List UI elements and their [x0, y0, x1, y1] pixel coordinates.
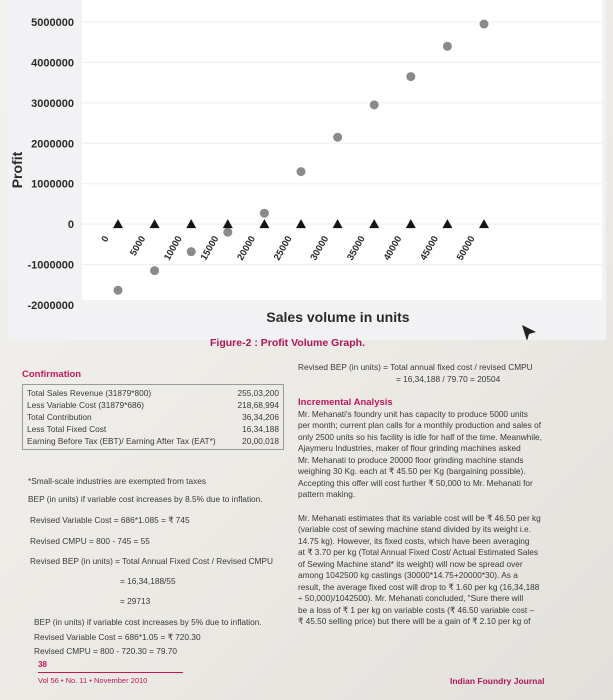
paragraph-1: Mr. Mehanati's foundry unit has capacity to produce 5000 units per month; current plan calls for a monthly production and sales of only 2500 units so his facility is idle for half of the time. Meanwhile, Ajaymeru Industries, maker of flour grinding machines asked Mr. Mehanati to produce 20000 floor grinding machine stands weighing 30 Kg. each at ₹ 45.50 per Kg (bargaining possible). Accepting this offer will cost further ₹ 50,000 to Mr. Mehanati for pattern making.	[298, 408, 542, 499]
x-tick-label: 5000	[128, 234, 149, 258]
y-axis-label: Profit	[9, 151, 25, 189]
incremental-title: Incremental Analysis	[298, 397, 393, 408]
x-tick-label: 25000	[271, 234, 295, 263]
left-column	[22, 369, 284, 450]
profit-point	[406, 72, 415, 81]
confirmation-title: Confirmation	[22, 369, 82, 380]
x-tick-label: 10000	[162, 234, 185, 263]
table-row: Less Total Fixed Cost 16,34,188	[27, 424, 279, 434]
y-tick-label: 5000000	[31, 17, 74, 29]
text-line: = 29713	[120, 596, 151, 606]
x-tick-label: 50000	[454, 234, 478, 263]
footer-divider	[38, 672, 183, 673]
right-column	[298, 362, 598, 628]
y-tick-label: 2000000	[31, 138, 74, 151]
text-line: Revised CMPU = 800 - 720.30 = 79.70	[34, 646, 177, 656]
y-tick-label: -2000000	[27, 300, 74, 312]
profit-volume-chart	[8, 0, 606, 340]
text-line: BEP (in units) if variable cost increases by 8.5% due to inflation.	[28, 494, 263, 504]
profit-point	[443, 42, 452, 51]
profit-point	[260, 209, 269, 218]
plot-area	[82, 0, 602, 300]
profit-point	[333, 133, 342, 142]
x-tick-label: 45000	[418, 234, 441, 263]
x-tick-label: 40000	[381, 234, 405, 263]
x-tick-label: 35000	[345, 234, 368, 263]
x-axis-label: Sales volume in units	[266, 309, 410, 325]
journal-name: Indian Foundry Journal	[450, 676, 545, 686]
cursor-icon	[522, 325, 536, 340]
text-line: Revised Variable Cost = 686*1.05 = ₹ 720.30	[34, 632, 201, 642]
x-tick-label: 20000	[235, 234, 258, 263]
text-line: Revised BEP (in units) = Total Annual Fixed Cost / Revised CMPU	[30, 556, 273, 566]
profit-point	[370, 100, 379, 109]
bep-line-1: Revised BEP (in units) = Total annual fixed cost / revised CMPU	[298, 362, 533, 372]
figure-caption: Figure-2 : Profit Volume Graph.	[210, 337, 365, 349]
profit-point	[114, 286, 123, 295]
paragraph-2: Mr. Mehanati estimates that its variable cost will be ₹ 46.50 per kg (variable cost of sewing machine stand divided by its weight i.e. 14.75 kg). However, its fixed costs, which have been averaging at ₹ 3.70 per kg (Total Annual Fixed Cost/ Actual Estimated Sales of Sewing Machine stand* its weight) will now be spread over among 1042500 kg castings (30000*14.75+20000*30). As a result, the average fixed cost will drop to ₹ 1.60 per kg (16,34,188 ÷ 50,000)/1042500). Mr. Mehanati concluded, "Sure there will be a loss of ₹ 1 per kg on variable costs (₹ 46.50 variable cost – ₹ 45.50 selling price) but there will be a gain of ₹ 2.10 per kg of	[298, 512, 541, 626]
x-tick-label: 30000	[308, 234, 332, 263]
text-line: Revised CMPU = 800 - 745 = 55	[30, 536, 150, 546]
y-tick-label: 1000000	[31, 178, 74, 191]
profit-point	[480, 20, 489, 29]
text-line: = 16,34,188/55	[120, 576, 176, 586]
table-row: Less Variable Cost (31879*686) 218,68,994	[27, 400, 279, 410]
y-tick-label: 0	[67, 219, 74, 232]
text-line: Revised Variable Cost = 686*1.085 = ₹ 745	[30, 515, 190, 525]
profit-point	[297, 167, 306, 176]
table-row: Total Sales Revenue (31879*800) 255,03,200	[27, 388, 279, 398]
issue-info: Vol 56 • No. 11 • November 2010	[38, 676, 148, 685]
profit-point	[223, 228, 232, 237]
confirmation-table	[22, 384, 284, 450]
table-row: Total Contribution 36,34,206	[27, 412, 279, 422]
x-tick-label: 0	[99, 234, 112, 245]
y-tick-label: 4000000	[31, 57, 74, 70]
y-tick-label: -1000000	[27, 259, 74, 272]
page-number: 38	[38, 660, 47, 669]
x-tick-label: 15000	[198, 234, 222, 263]
bep-line-2: = 16,34,188 / 79.70 = 20504	[396, 373, 501, 384]
profit-point	[187, 247, 196, 256]
table-row: Earning Before Tax (EBT)/ Earning After Tax (EAT*) 20,00,018	[27, 436, 279, 446]
text-line: *Small-scale industries are exempted from taxes	[28, 476, 206, 486]
profit-point	[150, 266, 159, 275]
text-line: BEP (in units) if variable cost increases by 5% due to inflation.	[34, 617, 262, 627]
y-tick-label: 3000000	[31, 97, 74, 110]
chart-panel	[8, 0, 606, 340]
